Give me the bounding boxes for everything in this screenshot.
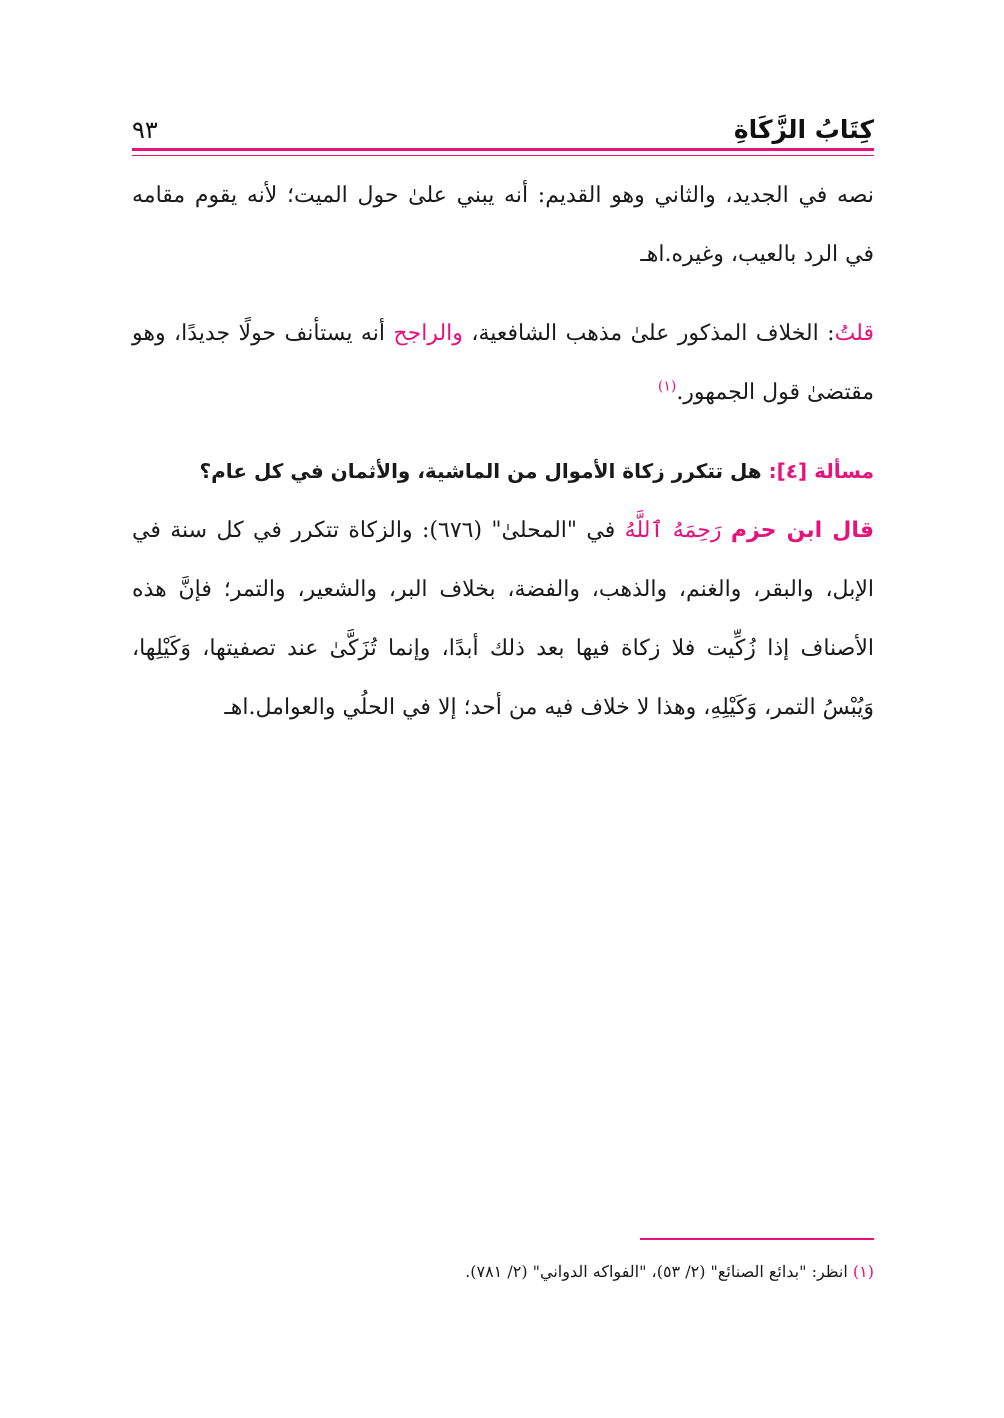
page-number: ٩٣: [132, 116, 158, 144]
footnote-rule: [640, 1238, 874, 1240]
paragraph-3-text: في "المحلىٰ" (٦٧٦): والزكاة تتكرر في كل سنة في الإبل، والبقر، والغنم، والذهب، والفضة، بخلاف البر، والشعير، والتمر؛ فإنَّ هذه الأصناف إذا زُكِّيت فلا زكاة فيها بعد ذلك أبدًا، وإنما تُزَكَّىٰ عند تصفيتها، وَكَيْلِها، وَيُبْسُ التمر، وَكَيْلِهِ، وهذا لا خلاف فيه من أحد؛ إلا في الحلُي والعوامل.اهـ: [132, 518, 874, 720]
paragraph-gap: [132, 422, 874, 442]
paragraph-3-lead: قال ابن حزم: [730, 518, 874, 543]
footnote: [132, 1258, 874, 1286]
paragraph-3: [132, 501, 874, 737]
question-heading: [132, 442, 874, 501]
header-rule-thick: [132, 148, 874, 151]
paragraph-2-text-b: أنه يستأنف حولًا جديدًا، وهو مقتضىٰ قول الجمهور.: [132, 321, 874, 405]
footnote-reference[interactable]: (١): [657, 378, 677, 395]
paragraph-2-text-a: : الخلاف المذكور علىٰ مذهب الشافعية،: [462, 321, 835, 346]
paragraph-3-honorific: رَحِمَهُ ٱللَّهُ: [624, 518, 731, 543]
running-title: كِتَابُ الزَّكَاةِ: [733, 115, 874, 144]
paragraph-2-lead: قلتُ: [834, 321, 874, 346]
question-text: هل تتكرر زكاة الأموال من الماشية، والأثمان في كل عام؟: [199, 459, 769, 483]
footnote-number: (١): [852, 1262, 874, 1281]
header-rule-thin: [132, 155, 874, 156]
footnote-text: انظر: "بدائع الصنائع" (٢/ ٥٣)، "الفواكه الدواني" (٢/ ٧٨١).: [465, 1262, 853, 1281]
paragraph-gap: [132, 284, 874, 304]
paragraph-2: [132, 304, 874, 422]
question-label: مسألة [٤]:: [768, 459, 874, 483]
paragraph-2-rajih: والراجح: [393, 321, 463, 346]
paragraph-1: نصه في الجديد، والثاني وهو القديم: أنه يبني علىٰ حول الميت؛ لأنه يقوم مقامه في الرد بالعيب، وغيره.اهـ: [132, 183, 874, 267]
main-text: [132, 166, 874, 737]
page-header: [132, 104, 874, 144]
